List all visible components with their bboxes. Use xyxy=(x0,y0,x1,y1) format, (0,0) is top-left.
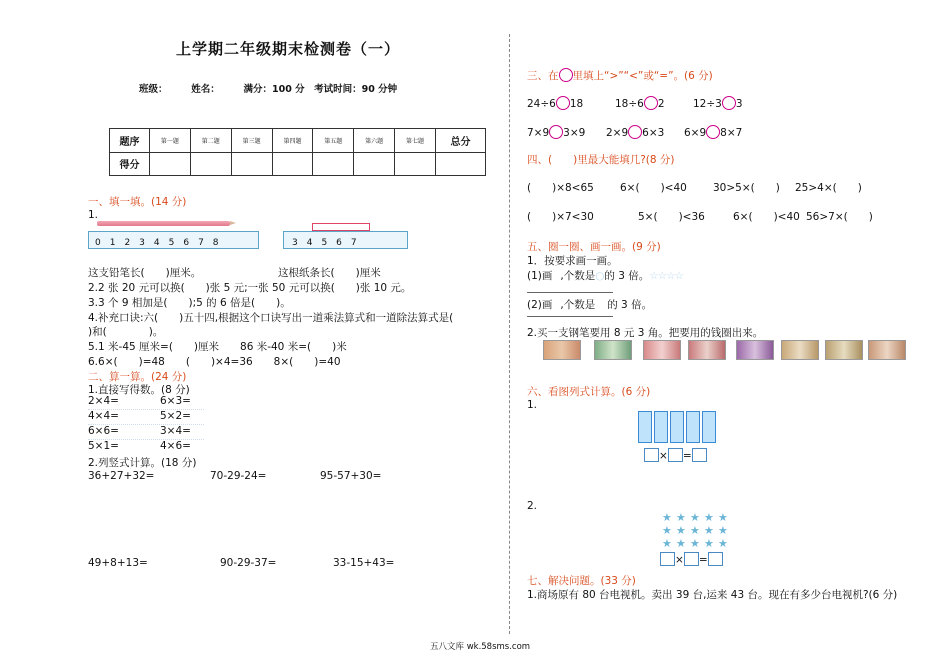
ruler-1-numbers: 0 1 2 3 4 5 6 7 8 xyxy=(95,238,219,248)
question-line: 4.补充口诀:六( )五十四,根据这个口诀写出一道乘法算式和一道除法算式是( xyxy=(88,312,454,324)
calc-item: 6×6= xyxy=(88,425,119,437)
calc-item: 3×4= xyxy=(160,425,191,437)
calc-item: 4×6= xyxy=(160,440,191,452)
strip-length-question: 这根纸条长( )厘米 xyxy=(278,267,381,279)
star-icon: ★ xyxy=(676,537,686,550)
answer-box[interactable] xyxy=(660,552,675,566)
star-icon: ★ xyxy=(718,524,728,537)
answer-box[interactable] xyxy=(644,448,659,462)
circle-icon xyxy=(559,68,573,82)
compare-circle[interactable] xyxy=(556,96,570,110)
calc-item: 4×4= xyxy=(88,410,119,422)
compare-item: 2×9 6×3 xyxy=(606,127,665,139)
page-title: 上学期二年级期末检测卷（一） xyxy=(176,40,401,58)
section-2-title: 二、算一算。(24 分) xyxy=(88,371,187,383)
draw-line-2: (2)画 ,个数是 的 3 倍。 xyxy=(527,299,653,311)
calc-item: 2×4= xyxy=(88,395,119,407)
word-problem-1: 1.商场原有 80 台电视机。卖出 39 台,运来 43 台。现在有多少台电视机?(6 分) xyxy=(527,589,898,601)
question-1-label: 1. xyxy=(88,209,99,221)
star-icon: ★ xyxy=(662,537,672,550)
banknote-image[interactable] xyxy=(781,340,819,360)
score-cell[interactable] xyxy=(150,152,191,176)
fill-item: 5×( )<36 xyxy=(638,211,705,223)
banknote-image[interactable] xyxy=(868,340,906,360)
fill-item: ( )×7<30 xyxy=(527,211,594,223)
vertical-calc: 90-29-37= xyxy=(220,557,277,569)
score-cell[interactable] xyxy=(313,152,354,176)
equation-boxes-2: × = xyxy=(660,552,723,566)
section-3-title xyxy=(527,68,713,83)
score-col: 第四题 xyxy=(272,129,313,153)
section-3-title-b: 里填上“>”“<”或“=”。(6 分) xyxy=(572,70,713,82)
ruler-1 xyxy=(88,231,259,249)
draw-line-1: (1)画 ,个数是○的 3 倍。☆☆☆☆ xyxy=(527,270,683,282)
score-cell[interactable] xyxy=(354,152,395,176)
picture-question-2: 2. xyxy=(527,500,538,512)
fill-item: 25>4×( ) xyxy=(795,182,862,194)
star-icon: ★ xyxy=(662,511,672,524)
vertical-calc: 95-57+30= xyxy=(320,470,382,482)
section-5-title: 五、圈一圈、画一画。(9 分) xyxy=(527,241,661,253)
compare-item: 18÷6 2 xyxy=(615,98,665,110)
compare-item: 24÷6 18 xyxy=(527,98,584,110)
fill-item: 6×( )<40 xyxy=(620,182,687,194)
picture-question-1: 1. xyxy=(527,399,538,411)
question-line: 6.6×( )=48 ( )×4=36 8×( )=40 xyxy=(88,356,341,368)
section-7-title: 七、解决问题。(33 分) xyxy=(527,575,636,587)
star-icons: ☆☆☆☆ xyxy=(649,270,683,282)
banknote-image[interactable] xyxy=(825,340,863,360)
subquestion-direct: 1.直接写得数。(8 分) xyxy=(88,384,190,396)
subquestion-vertical: 2.列竖式计算。(18 分) xyxy=(88,457,197,469)
ruler-2-numbers: 3 4 5 6 7 xyxy=(292,238,357,248)
star-icon: ★ xyxy=(690,511,700,524)
question-line: 5.1 米-45 厘米=( )厘米 86 米-40 米=( )米 xyxy=(88,341,347,353)
calc-item: 5×1= xyxy=(88,440,119,452)
exam-meta: 班级： 姓名： 满分：100 分 考试时间：90 分钟 xyxy=(139,84,398,95)
section-4-title: 四、( )里最大能填几?(8 分) xyxy=(527,154,675,166)
star-icon: ★ xyxy=(704,537,714,550)
money-question: 2.买一支钢笔要用 8 元 3 角。把要用的钱圈出来。 xyxy=(527,327,764,339)
cube-stack-image xyxy=(702,411,716,443)
star-icon: ★ xyxy=(704,524,714,537)
score-cell[interactable] xyxy=(231,152,272,176)
score-row-label: 得分 xyxy=(110,152,150,176)
answer-line xyxy=(527,292,613,293)
cube-stack-image xyxy=(670,411,684,443)
vertical-calc: 70-29-24= xyxy=(210,470,267,482)
banknote-image[interactable] xyxy=(543,340,581,360)
answer-box[interactable] xyxy=(684,552,699,566)
score-cell[interactable] xyxy=(436,152,486,176)
question-line: 2.2 张 20 元可以换( )张 5 元;一张 50 元可以换( )张 10 元。 xyxy=(88,282,412,294)
score-cell[interactable] xyxy=(395,152,436,176)
pencil-length-question: 这支铅笔长( )厘米。 xyxy=(88,267,202,279)
banknote-image[interactable] xyxy=(594,340,632,360)
section-1-title: 一、填一填。(14 分) xyxy=(88,196,187,208)
cube-stack-image xyxy=(654,411,668,443)
banknote-image[interactable] xyxy=(643,340,681,360)
compare-item: 12÷3 3 xyxy=(693,98,743,110)
pencil-image xyxy=(97,221,230,226)
question-line: )和( )。 xyxy=(88,326,164,338)
calc-item: 6×3= xyxy=(160,395,191,407)
score-col: 第七题 xyxy=(395,129,436,153)
score-col: 第五题 xyxy=(313,129,354,153)
draw-question: 1．按要求画一画。 xyxy=(527,255,618,267)
compare-circle[interactable] xyxy=(706,125,720,139)
compare-circle[interactable] xyxy=(722,96,736,110)
cube-stack-image xyxy=(686,411,700,443)
compare-circle[interactable] xyxy=(628,125,642,139)
score-cell[interactable] xyxy=(272,152,313,176)
answer-box[interactable] xyxy=(692,448,707,462)
banknote-image[interactable] xyxy=(688,340,726,360)
fill-item: 6×( )<40 xyxy=(733,211,800,223)
ruler-2 xyxy=(283,231,408,249)
star-icon: ★ xyxy=(690,537,700,550)
score-row-label: 题序 xyxy=(110,129,150,153)
question-line: 3.3 个 9 相加是( );5 的 6 倍是( )。 xyxy=(88,297,291,309)
fill-item: 30>5×( ) xyxy=(713,182,780,194)
vertical-calc: 33-15+43= xyxy=(333,557,395,569)
score-cell[interactable] xyxy=(190,152,231,176)
star-icon: ★ xyxy=(704,511,714,524)
answer-line xyxy=(527,316,613,317)
score-col: 第一题 xyxy=(150,129,191,153)
section-6-title: 六、看图列式计算。(6 分) xyxy=(527,386,651,398)
compare-item: 7×9 3×9 xyxy=(527,127,586,139)
fill-item: ( )×8<65 xyxy=(527,182,594,194)
equation-boxes-1: × = xyxy=(644,448,707,462)
vertical-calc: 49+8+13= xyxy=(88,557,148,569)
star-icon: ★ xyxy=(718,537,728,550)
star-icon: ★ xyxy=(690,524,700,537)
answer-box[interactable] xyxy=(708,552,723,566)
score-col: 第六题 xyxy=(354,129,395,153)
star-icon: ★ xyxy=(676,511,686,524)
answer-box[interactable] xyxy=(668,448,683,462)
cube-stack-image xyxy=(638,411,652,443)
compare-circle[interactable] xyxy=(549,125,563,139)
footer-watermark: 五八文库 wk.58sms.com xyxy=(430,642,531,652)
vertical-calc: 36+27+32= xyxy=(88,470,155,482)
page-divider xyxy=(509,34,510,634)
banknote-image[interactable] xyxy=(736,340,774,360)
score-table xyxy=(109,128,486,176)
score-total-label: 总分 xyxy=(436,129,486,153)
star-icon: ★ xyxy=(662,524,672,537)
direct-calc-grid xyxy=(88,395,204,455)
section-3-title-a: 三、在 xyxy=(527,70,559,82)
calc-item: 5×2= xyxy=(160,410,191,422)
compare-item: 6×9 8×7 xyxy=(684,127,743,139)
star-icon: ★ xyxy=(676,524,686,537)
score-col: 第三题 xyxy=(231,129,272,153)
paper-strip-image xyxy=(312,223,370,231)
compare-circle[interactable] xyxy=(644,96,658,110)
score-col: 第二题 xyxy=(190,129,231,153)
fill-item: 56>7×( ) xyxy=(806,211,873,223)
star-icon: ★ xyxy=(718,511,728,524)
